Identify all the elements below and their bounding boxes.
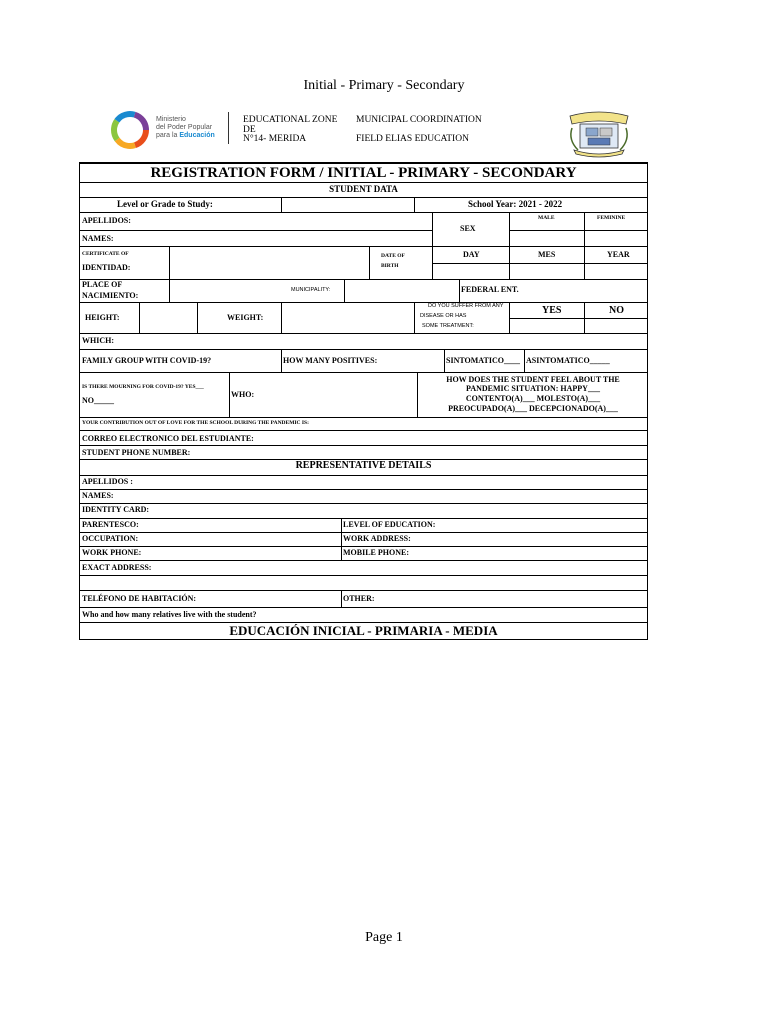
apellidos-label: APELLIDOS: [82, 216, 131, 225]
identity-card-label: IDENTITY CARD: [82, 505, 150, 514]
zone-line-1: EDUCATIONAL ZONE [243, 115, 338, 125]
height-label: HEIGHT: [85, 313, 120, 322]
zone-line-2: DE [243, 125, 256, 135]
zone-line-3: N°14- MERIDA [243, 134, 307, 144]
line [79, 532, 648, 533]
registration-form [79, 162, 648, 640]
feel-label-2: PANDEMIC SITUATION: HAPPY___ [466, 384, 600, 393]
feminine-label: FEMININE [597, 215, 626, 221]
line [281, 302, 282, 333]
line [79, 302, 648, 303]
line [229, 372, 230, 417]
line [79, 489, 648, 490]
identidad-label: IDENTIDAD: [82, 263, 131, 272]
line [79, 518, 648, 519]
form-border-right [647, 162, 648, 640]
sex-label: SEX [460, 224, 476, 233]
who-label: WHO: [231, 390, 255, 399]
ministry-logo [108, 108, 238, 152]
parentesco-label: PARENTESCO: [82, 520, 139, 529]
line [79, 349, 648, 350]
line [79, 417, 648, 418]
work-address-label: WORK ADDRESS: [343, 534, 411, 543]
line [197, 302, 198, 333]
line [79, 430, 648, 431]
line [79, 197, 648, 198]
date-of-label: DATE OF [381, 253, 405, 259]
line [79, 475, 648, 476]
line [79, 182, 648, 183]
line [79, 575, 648, 576]
school-crest-icon [566, 110, 632, 158]
feel-label-4: PREOCUPADO(A)___ DECEPCIONADO(A)___ [448, 404, 618, 413]
logo-line-3a: para la [156, 132, 178, 139]
form-border-bottom [79, 639, 648, 640]
feel-label-3: CONTENTO(A)___ MOLESTO(A)___ [465, 394, 601, 403]
logo-text [156, 116, 215, 140]
yes-option[interactable]: YES [542, 305, 562, 316]
line [169, 279, 170, 302]
coord-line-1: MUNICIPAL COORDINATION [356, 115, 482, 125]
line [414, 302, 415, 333]
other-label: OTHER: [343, 594, 375, 603]
line [432, 212, 433, 279]
weight-label: WEIGHT: [227, 313, 264, 322]
logo-line-2: del Poder Popular [156, 124, 213, 131]
line [79, 607, 648, 608]
place-of-label: PLACE OF [82, 280, 123, 289]
logo-ring-icon [108, 108, 152, 152]
line [369, 246, 370, 279]
asintomatico-option[interactable]: ASINTOMATICO_____ [526, 356, 610, 365]
suffer-label-3: SOME TREATMENT: [422, 323, 474, 329]
coord-line-2: FIELD ELIAS EDUCATION [356, 134, 469, 144]
page-number: Page 1 [365, 930, 403, 945]
form-border-left [79, 162, 80, 640]
line [344, 279, 345, 302]
suffer-label-1: DO YOU SUFFER FROM ANY [428, 303, 504, 309]
nacimiento-label: NACIMIENTO: [82, 291, 139, 300]
rep-apellidos-label: APELLIDOS : [82, 477, 133, 486]
birth-label: BIRTH [381, 263, 399, 269]
how-many-positives-label: HOW MANY POSITIVES: [283, 356, 378, 365]
line [509, 302, 510, 333]
logo-line-1: Ministerio [156, 116, 186, 123]
line [417, 372, 418, 417]
exact-address-label: EXACT ADDRESS: [82, 563, 152, 572]
line [509, 318, 648, 319]
form-title: REGISTRATION FORM / INITIAL - PRIMARY - SECONDARY [150, 165, 577, 181]
line [432, 263, 648, 264]
feel-label-1: HOW DOES THE STUDENT FEEL ABOUT THE [446, 375, 620, 384]
line [341, 518, 342, 560]
line [169, 246, 170, 279]
year-label: YEAR [607, 250, 630, 259]
sintomatico-option[interactable]: SINTOMATICO____ [446, 356, 520, 365]
mourning-label-2: NO_____ [82, 396, 114, 405]
line [509, 212, 510, 279]
line [139, 302, 140, 333]
relatives-label: Who and how many relatives live with the student? [82, 610, 257, 619]
family-covid-label: FAMILY GROUP WITH COVID-19? [82, 356, 212, 365]
line [79, 372, 648, 373]
level-education-label: LEVEL OF EDUCATION: [343, 520, 436, 529]
representative-heading: REPRESENTATIVE DETAILS [295, 460, 432, 471]
line [79, 560, 648, 561]
line [444, 349, 445, 372]
student-data-heading: STUDENT DATA [329, 184, 398, 194]
federal-ent-label: FEDERAL ENT. [461, 285, 519, 294]
names-label: NAMES: [82, 234, 114, 243]
line [79, 445, 648, 446]
line [584, 302, 585, 333]
contribution-label: YOUR CONTRIBUTION OUT OF LOVE FOR THE SCHOOL DURING THE PANDEMIC IS: [82, 420, 309, 426]
mourning-label-1: IS THERE MOURNING FOR COVID-19? YES___ [82, 384, 204, 390]
which-label: WHICH: [82, 336, 114, 345]
student-phone-label: STUDENT PHONE NUMBER: [82, 448, 191, 457]
line [79, 333, 648, 334]
no-option[interactable]: NO [609, 305, 624, 316]
line [509, 230, 648, 231]
line [79, 212, 648, 213]
certificate-of-label: CERTIFICATE OF [82, 251, 129, 257]
line [79, 590, 648, 591]
line [459, 279, 460, 302]
document-title: Initial - Primary - Secondary [303, 78, 465, 93]
line [281, 197, 282, 212]
line [79, 503, 648, 504]
occupation-label: OCCUPATION: [82, 534, 139, 543]
line [341, 590, 342, 607]
mes-label: MES [538, 250, 556, 259]
mobile-phone-label: MOBILE PHONE: [343, 548, 410, 557]
suffer-label-2: DISEASE OR HAS [420, 313, 467, 319]
logo-line-3b: Educación [179, 132, 215, 139]
school-year-label: School Year: 2021 - 2022 [468, 199, 563, 209]
municipality-label: MUNICIPALITY: [291, 287, 331, 293]
male-label: MALE [538, 215, 555, 221]
email-label: CORREO ELECTRONICO DEL ESTUDIANTE: [82, 434, 254, 443]
line [79, 230, 432, 231]
line [584, 212, 585, 279]
line [79, 246, 648, 247]
line [414, 197, 415, 212]
footer-title: EDUCACIÓN INICIAL - PRIMARIA - MEDIA [229, 623, 498, 638]
rep-names-label: NAMES: [82, 491, 114, 500]
level-grade-label: Level or Grade to Study: [117, 199, 213, 209]
line [79, 279, 648, 280]
work-phone-label: WORK PHONE: [82, 548, 142, 557]
line [524, 349, 525, 372]
line [79, 546, 648, 547]
logo-divider [228, 112, 229, 144]
day-label: DAY [463, 250, 480, 259]
telefono-label: TELÉFONO DE HABITACIÓN: [82, 594, 197, 603]
line [281, 349, 282, 372]
